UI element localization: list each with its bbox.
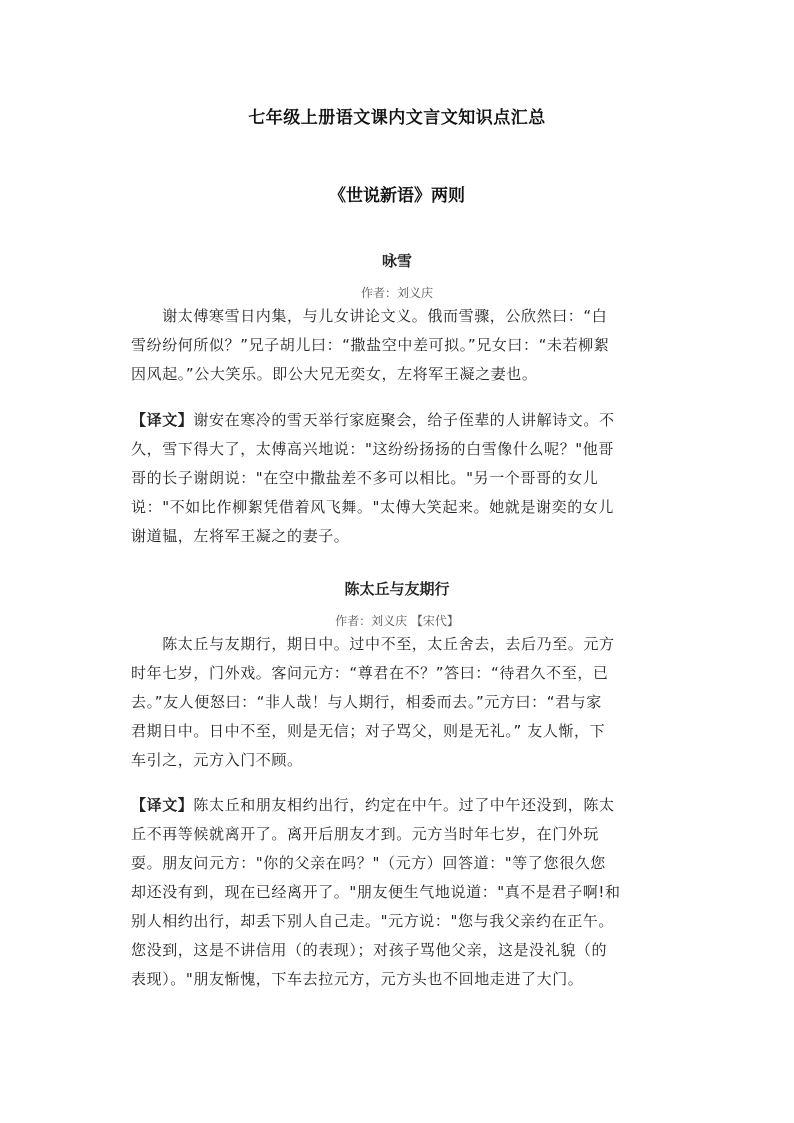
translation-paragraph: [131, 406, 666, 551]
original-text-paragraph: [131, 630, 666, 775]
text-line: 谢道韫，左将军王凝之的妻子。: [131, 527, 350, 545]
original-text-paragraph: [131, 302, 666, 389]
text-line: 去。”友人便怒曰：“非人哉！与人期行，相委而去。”元方曰：“君与家: [131, 693, 602, 711]
text-line: 说："不如比作柳絮凭借着风飞舞。"太傅大笑起来。她就是谢奕的女儿: [131, 498, 615, 516]
text-line: 车引之，元方入门不顾。: [131, 751, 303, 769]
text-line: 时年七岁，门外戏。客问元方：“尊君在不？”答曰：“待君久不至，已: [131, 664, 609, 682]
text-line: 谢太傅寒雪日内集，与儿女讲论文义。俄而雪骤，公欣然曰：“白: [131, 307, 608, 325]
text-line: 表现）。"朋友惭愧，下车去拉元方，元方头也不回地走进了大门。: [131, 970, 584, 988]
poem-title-yongxue: 咏雪: [381, 252, 412, 270]
translation-text: 谢安在寒冷的雪天举行家庭聚会，给子侄辈的人讲解诗文。不: [193, 411, 615, 429]
translation-text: 陈太丘和朋友相约出行，约定在中午。过了中午还没到，陈太: [193, 796, 615, 814]
text-line: 雪纷纷何所似？”兄子胡儿曰：“撒盐空中差可拟。”兄女曰：“未若柳絮: [131, 336, 610, 354]
text-line: 君期日中。日中不至，则是无信；对子骂父，则是无礼。” 友人惭，下: [131, 722, 606, 740]
translation-paragraph: [131, 791, 666, 994]
text-line: [131, 791, 666, 820]
text-line: 陈太丘与友期行，期日中。过中不至，太丘舍去，去后乃至。元方: [131, 635, 615, 653]
text-line: 久，雪下得大了，太傅高兴地说："这纷纷扬扬的白雪像什么呢？"他哥: [131, 440, 615, 458]
text-line: 哥的长子谢朗说："在空中撒盐差不多可以相比。"另一个哥哥的女儿: [131, 469, 599, 487]
translation-label: 【译文】: [131, 411, 194, 429]
poem-title-chentaiqiu: 陈太丘与友期行: [344, 580, 450, 598]
translation-label: 【译文】: [131, 796, 194, 814]
author-line: 作者：刘义庆: [360, 286, 433, 300]
author-line: 作者：刘义庆 【宋代】: [335, 614, 459, 628]
text-line: 丘不再等候就离开了。离开后朋友才到。元方当时年七岁，在门外玩: [131, 825, 600, 843]
text-line: 因风起。”公大笑乐。即公大兄无奕女，左将军王凝之妻也。: [131, 365, 538, 383]
text-line: 别人相约出行，却丢下别人自己走。"元方说："您与我父亲约在正午。: [131, 912, 615, 930]
text-line: 耍。朋友问元方："你的父亲在吗？"（元方）回答道："等了您很久您: [131, 854, 606, 872]
text-line: 您没到，这是不讲信用（的表现）；对孩子骂他父亲，这是没礼貌（的: [131, 941, 608, 959]
document-title: 七年级上册语文课内文言文知识点汇总: [248, 108, 546, 128]
text-line: 却还没有到，现在已经离开了。"朋友便生气地说道："真不是君子啊!和: [131, 883, 621, 901]
text-line: [131, 406, 666, 435]
section-title: 《世说新语》两则: [329, 186, 465, 206]
